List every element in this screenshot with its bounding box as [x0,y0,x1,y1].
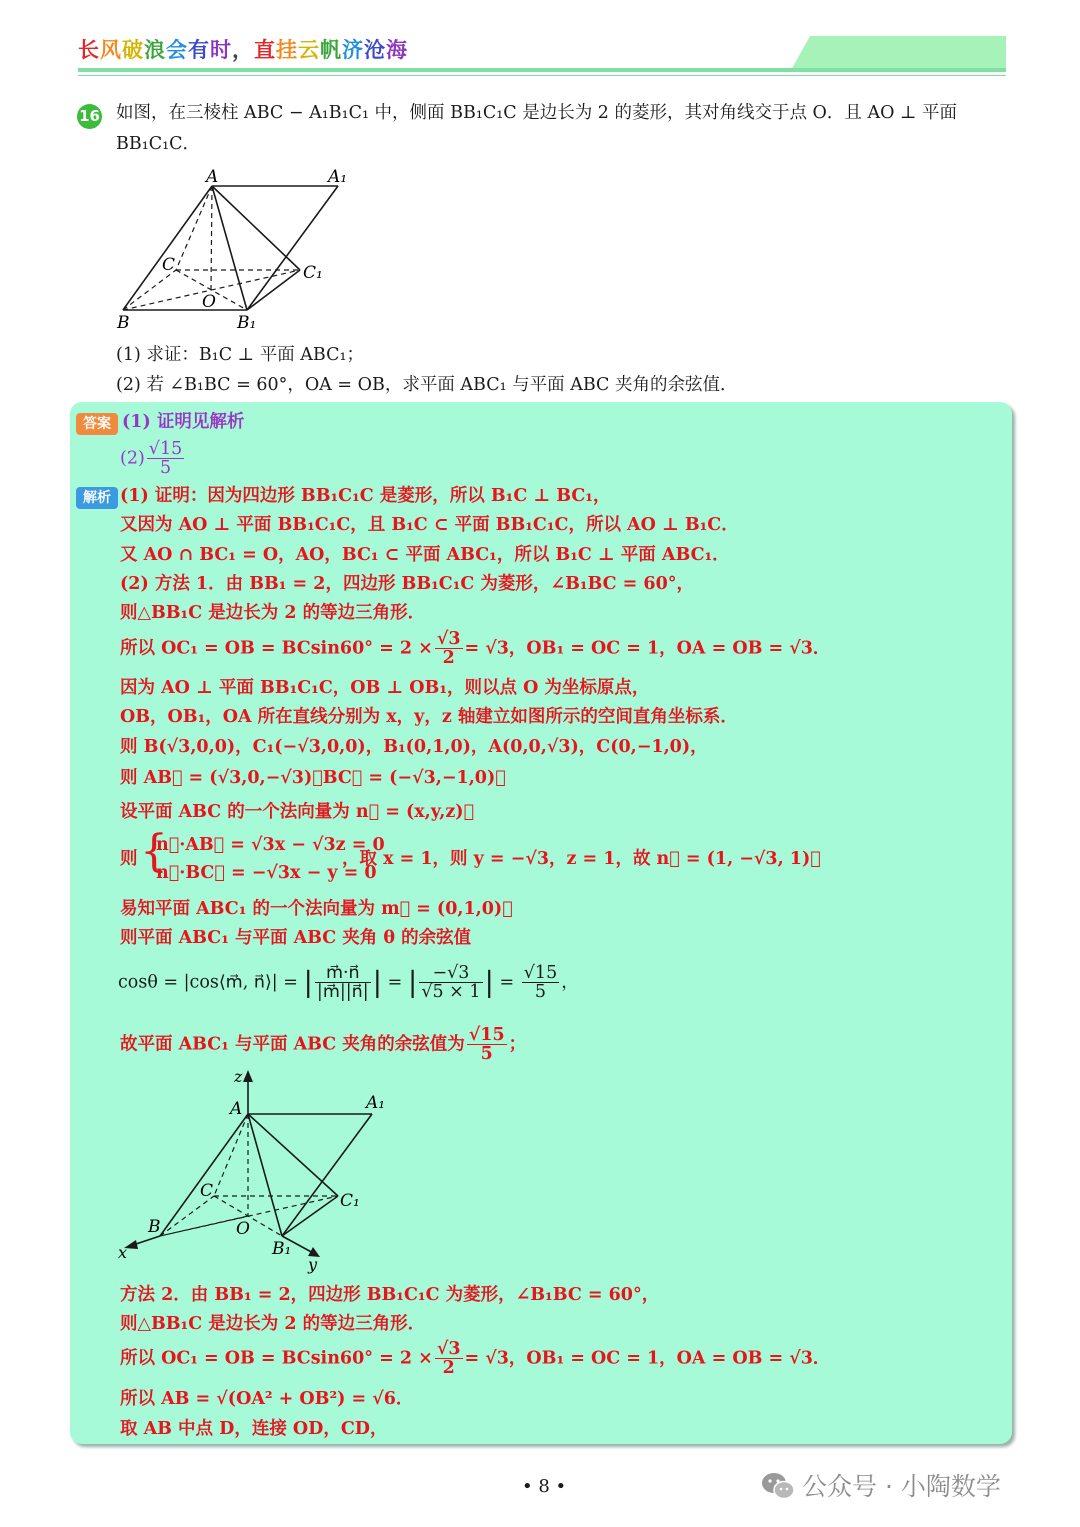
header-title-char: 浪 [144,38,166,62]
question-number: 16 [77,104,102,129]
prism-figure [110,164,360,334]
line12-post: ，取 x = 1，则 y = −√3，z = 1，故 n⃗ = (1, −√3, 1)， [342,849,821,869]
edge-A-B1 [212,186,247,310]
line16-denominator: 5 [480,1044,493,1065]
method2-line-5: 取 AB 中点 D，连接 OD，CD， [120,1419,388,1439]
line16-part-a: 故平面 ABC₁ 与平面 ABC 夹角的余弦值为 [120,1034,465,1055]
analysis-line-9: 则 B(√3,0,0)，C₁(−√3,0,0)，B₁(0,1,0)，A(0,0,√3)，C(0,−1,0)， [120,737,708,757]
edge-A-B [160,1114,248,1236]
line15-frac3-den: 5 [534,982,547,1003]
line12-prefix: 则 [120,849,138,869]
edge-A-C1 [212,186,300,270]
analysis-line-11: 设平面 ABC 的一个法向量为 n⃗ = (x,y,z)， [120,802,475,822]
line12-eq2: n⃗·BC⃗ = −√3x − y = 0 [156,863,377,883]
m2-line3-denominator: 2 [442,1358,455,1379]
header-title-char: 破 [122,38,144,62]
m2-line3-part-b: = √3，OB₁ = OC = 1，OA = OB = √3． [464,1348,831,1369]
edge-A1-B1 [282,1114,372,1236]
header-title-char: 风 [100,38,122,62]
label-B1: B₁ [272,1239,292,1259]
header-rule [78,68,1006,72]
label-A: A [206,167,219,187]
line15-part-a: cosθ = |cos⟨m⃗, n⃗⟩| = [118,972,298,993]
edge-A-B [123,186,212,310]
header-title-char: 帆 [320,38,342,62]
analysis-line-10: 则 AB⃗ = (√3,0,−√3)，BC⃗ = (−√3,−1,0)， [120,768,506,788]
label-x: x [118,1243,128,1262]
header-title-char: 时 [210,38,232,62]
line6-part-b: = √3，OB₁ = OC = 1，OA = OB = √3． [464,638,831,659]
header-title-char: 长 [78,38,100,62]
label-C1: C₁ [303,263,323,283]
line15-frac3-num: √15 [523,963,558,983]
label-C1: C₁ [340,1191,360,1211]
header-decoration [790,36,1006,72]
m2-line3-part-a: 所以 OC₁ = OB = BCsin60° = 2 × [120,1348,433,1369]
label-z: z [234,1067,243,1086]
header-title-char: 有 [188,38,210,62]
wechat-icon [760,1471,796,1501]
answer-tag: 答案 [76,413,118,435]
header-title-char: 会 [166,38,188,62]
edge-A1-B1 [247,186,338,310]
label-B1: B₁ [237,313,257,333]
answer-part1: (1) 证明见解析 [122,412,245,432]
page-number: • 8 • [522,1476,567,1497]
header-title-char: ， [232,38,254,62]
label-O: O [202,292,216,312]
line15-frac1-den: |m⃗||n⃗| [316,982,369,1003]
analysis-line-3: 又 AO ∩ BC₁ = O，AO，BC₁ ⊂ 平面 ABC₁，所以 B₁C ⊥ 平面 ABC₁． [120,545,730,565]
header-title [78,34,408,64]
header-title-char: 直 [254,38,276,62]
analysis-line-14: 则平面 ABC₁ 与平面 ABC 夹角 θ 的余弦值 [120,928,472,948]
header-title-char: 海 [386,38,408,62]
answer-part2-numerator: √15 [148,439,183,459]
label-C: C [162,255,176,275]
label-A1: A₁ [328,167,348,187]
analysis-tag: 解析 [76,487,118,509]
question-intro-line2: BB₁C₁C． [116,134,201,154]
method2-line-1: 方法 2．由 BB₁ = 2，四边形 BB₁C₁C 为菱形，∠B₁BC = 60°， [120,1285,660,1305]
m2-line3-numerator: √3 [436,1339,461,1359]
question-part1: (1) 求证：B₁C ⊥ 平面 ABC₁； [116,345,364,365]
analysis-line-7: 因为 AO ⊥ 平面 BB₁C₁C，OB ⊥ OB₁，则以点 O 为坐标原点， [120,678,650,698]
analysis-line-13: 易知平面 ABC₁ 的一个法向量为 m⃗ = (0,1,0)， [120,899,513,919]
line15-frac2-num: −√3 [419,964,482,983]
header-title-char: 济 [342,38,364,62]
header-title-char: 云 [298,38,320,62]
z-axis-arrow [243,1070,253,1082]
method2-line-4: 所以 AB = √(OA² + OB²) = √6． [120,1389,414,1409]
analysis-line-4: (2) 方法 1．由 BB₁ = 2，四边形 BB₁C₁C 为菱形，∠B₁BC = 60°， [120,574,695,594]
coordinate-figure [110,1066,400,1276]
question-part2: (2) 若 ∠B₁BC = 60°，OA = OB，求平面 ABC₁ 与平面 ABC 夹角的余弦值． [116,375,738,395]
label-A1: A₁ [366,1093,386,1113]
question-intro-line1: 如图，在三棱柱 ABC − A₁B₁C₁ 中，侧面 BB₁C₁C 是边长为 2 的菱形，其对角线交于点 O．且 AO ⊥ 平面 [116,103,958,123]
analysis-line-2: 又因为 AO ⊥ 平面 BB₁C₁C，且 B₁C ⊂ 平面 BB₁C₁C，所以 AO ⊥ B₁C． [120,515,739,535]
analysis-line-8: OB，OB₁，OA 所在直线分别为 x，y，z 轴建立如图所示的空间直角坐标系． [120,707,738,727]
line15-frac2-den: √5 × 1 [421,982,481,1003]
line6-denominator: 2 [442,648,455,669]
edge-A-C1 [248,1114,338,1196]
label-A: A [230,1099,243,1119]
line6-part-a: 所以 OC₁ = OB = BCsin60° = 2 × [120,638,433,659]
edge-A-O [211,186,212,290]
label-B: B [117,313,130,333]
edge-A-B1 [248,1114,282,1236]
header-title-char: 挂 [276,38,298,62]
line12-eq1: n⃗·AB⃗ = √3x − √3z = 0 [156,835,385,855]
line15-frac1-num: m⃗·n⃗ [315,964,371,983]
watermark [760,1467,1001,1503]
label-C: C [200,1181,214,1201]
answer-part2-prefix: (2) [120,448,145,469]
label-y: y [308,1255,318,1274]
answer-part2 [120,440,186,478]
method2-line-3 [120,1340,830,1378]
answer-part2-denominator: 5 [159,458,172,479]
analysis-line-5: 则△BB₁C 是边长为 2 的等边三角形． [120,603,426,623]
line16-part-b: ； [508,1034,527,1055]
header-title-char: 沧 [364,38,386,62]
equation-brace: { [140,826,168,877]
analysis-line-15: cosθ = |cos⟨m⃗, n⃗⟩| = | $\frac{m⃗\cdot n⃗}{|m⃗||n⃗|}$ | = | $\frac{-√3}{√5 \times 1}$ | = $\frac{√15}{5}$ ， [118,963,579,1003]
method2-line-2: 则△BB₁C 是边长为 2 的等边三角形． [120,1314,426,1334]
label-B: B [148,1217,161,1237]
analysis-line-16 [120,1026,526,1064]
watermark-text: 公众号 · 小陶数学 [802,1472,1001,1501]
line6-numerator: √3 [436,629,461,649]
analysis-line-6 [120,630,830,668]
label-O: O [236,1219,250,1239]
line16-numerator: √15 [468,1025,505,1045]
analysis-line-1: (1) 证明：因为四边形 BB₁C₁C 是菱形，所以 B₁C ⊥ BC₁， [120,486,611,506]
header-rule-thin [78,75,1006,76]
